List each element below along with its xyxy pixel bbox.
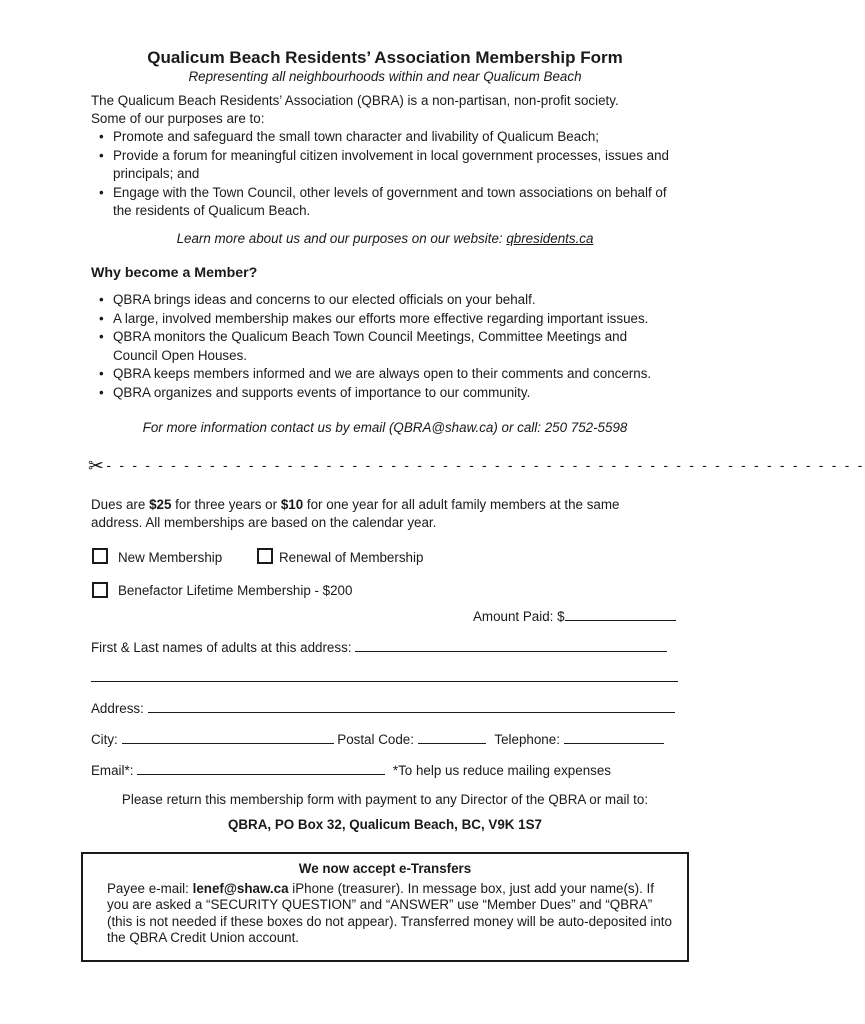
list-item: • QBRA organizes and supports events of importance to our community. — [99, 384, 689, 403]
email-label: Email*: — [91, 763, 134, 778]
city-field[interactable] — [122, 730, 334, 744]
why-list — [99, 291, 689, 402]
email-note: *To help us reduce mailing expenses — [392, 763, 611, 778]
why-heading: Why become a Member? — [91, 265, 258, 281]
list-item: • Provide a forum for meaningful citizen involvement in local government processes, issues and principals; and — [99, 147, 673, 184]
list-item: • A large, involved membership makes our efforts more effective regarding important issues. — [99, 310, 689, 329]
form-title: Qualicum Beach Residents’ Association Membership Form — [147, 48, 623, 67]
dues-text: Dues are — [91, 497, 150, 512]
amount-paid-label: Amount Paid: $ — [473, 609, 565, 624]
mail-address: QBRA, PO Box 32, Qualicum Beach, BC, V9K 1S7 — [227, 817, 543, 832]
city-row — [91, 730, 664, 747]
website-prefix: Learn more about us and our purposes on our website: — [176, 231, 507, 246]
renewal-label: Renewal of Membership — [279, 550, 424, 565]
names-row-2 — [91, 668, 678, 685]
dues-text: for three years or — [171, 497, 281, 512]
telephone-field[interactable] — [564, 730, 664, 744]
names-field[interactable] — [355, 638, 667, 652]
payee-prefix: Payee e-mail: — [107, 881, 193, 896]
list-item: • QBRA brings ideas and concerns to our elected officials on your behalf. — [99, 291, 689, 310]
return-instruction: Please return this membership form with payment to any Director of the QBRA or mail to: — [121, 792, 649, 807]
list-item: • Promote and safeguard the small town character and livability of Qualicum Beach; — [99, 128, 689, 147]
scissors-icon: ✂ — [88, 456, 105, 477]
dues-amount-3yr: $25 — [149, 497, 172, 512]
benefactor-checkbox[interactable] — [92, 582, 108, 598]
postal-code-field[interactable] — [418, 730, 486, 744]
amount-paid-field[interactable] — [565, 607, 676, 621]
renewal-checkbox[interactable] — [257, 548, 273, 564]
dues-amount-1yr: $10 — [280, 497, 304, 512]
list-item: • Engage with the Town Council, other levels of government and town associations on behalf of the residents of Qualicum Beach. — [99, 184, 687, 221]
dues-text: for one year for all adult family members at the same — [303, 497, 620, 512]
intro-line-2: Some of our purposes are to: — [91, 111, 265, 127]
telephone-label: Telephone: — [494, 732, 560, 747]
email-row — [91, 761, 611, 778]
website-line — [0, 231, 770, 246]
intro-line-1: The Qualicum Beach Residents’ Association (QBRA) is a non-partisan, non-profit society. — [91, 93, 619, 108]
names-row — [91, 638, 667, 655]
etransfer-body — [107, 881, 677, 946]
address-label: Address: — [91, 701, 144, 716]
payee-email: lenef@shaw.ca — [192, 881, 289, 896]
cut-dashes: - - - - - - - - - - - - - - - - - - - - - - - - - - - - - - - - - - - - - - - - - - - - - - - - - - - - - - - - - - - — [106, 457, 865, 473]
purposes-list — [99, 128, 689, 221]
dues-line-1 — [91, 496, 619, 514]
benefactor-label: Benefactor Lifetime Membership - $200 — [118, 583, 353, 598]
address-row — [91, 699, 675, 716]
website-link[interactable]: qbresidents.ca — [506, 231, 594, 246]
intro-paragraph — [91, 92, 619, 129]
etransfer-title: We now accept e-Transfers — [298, 861, 472, 876]
contact-line: For more information contact us by email (QBRA@shaw.ca) or call: 250 752-5598 — [142, 420, 628, 435]
etransfer-box — [81, 852, 689, 962]
dues-line-2: address. All memberships are based on the calendar year. — [91, 515, 437, 531]
list-item: • QBRA monitors the Qualicum Beach Town Council Meetings, Committee Meetings and Council Open Houses. — [99, 328, 661, 365]
new-membership-label: New Membership — [118, 550, 223, 565]
new-membership-checkbox[interactable] — [92, 548, 108, 564]
email-field[interactable] — [137, 761, 385, 775]
form-subtitle: Representing all neighbourhoods within and near Qualicum Beach — [188, 69, 582, 84]
amount-paid-row — [473, 607, 676, 624]
cut-line — [88, 455, 865, 478]
list-item: • QBRA keeps members informed and we are always open to their comments and concerns. — [99, 365, 689, 384]
address-field[interactable] — [148, 699, 675, 713]
city-label: City: — [91, 732, 118, 747]
etransfer-instructions: iPhone (treasurer). In message box, just add your name(s). If you are asked a “SECURITY QUESTION” and “ANSWER” use “Member Dues” and “QBRA” (this is not needed if these boxes do not appear). Transferred money will be auto-deposited into the QBRA Credit Union account. — [107, 881, 672, 945]
names-label: First & Last names of adults at this address: — [91, 640, 352, 655]
dues-paragraph — [91, 496, 619, 533]
postal-code-label: Postal Code: — [337, 732, 414, 747]
names-field-continued[interactable] — [91, 668, 678, 682]
